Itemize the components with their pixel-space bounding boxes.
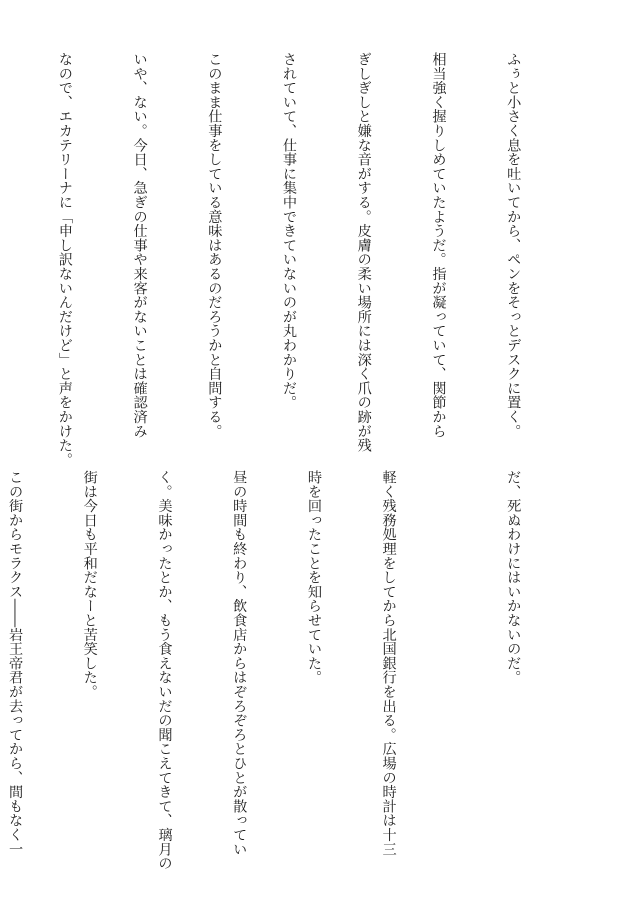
upper-text-block — [55, 52, 575, 467]
text-line: 時を回ったことを知らせていた。 — [305, 470, 322, 685]
text-line: 街は今日も平和だなーと苦笑した。 — [81, 470, 98, 699]
text-line: されていて、仕事に集中できていないのが丸わかりだ。 — [281, 52, 298, 410]
text-line: く。美味かったとか、もう食えないだの聞こえてきて、璃月の — [156, 470, 173, 871]
text-line: なので、エカテリーナに「申し訳ないんだけど」と声をかけた。 — [56, 52, 73, 467]
text-line: この街からモラクス――岩王帝君が去ってから、間もなく一 — [7, 470, 24, 857]
text-line: 軽く残務処理をしてから北国銀行を出る。広場の時計は十三 — [380, 470, 397, 857]
text-line — [0, 52, 2, 444]
text-line: このまま仕事をしている意味はあるのだろうかと自問する。 — [206, 52, 223, 439]
text-line: いや、ない。今日、急ぎの仕事や来客がないことは確認済み — [131, 52, 148, 439]
text-line: 昼の時間も終わり、飲食店からはぞろぞろとひとが散ってい — [231, 470, 248, 857]
text-line: ふぅと小さく息を吐いてから、ペンをそっとデスクに置く。 — [505, 52, 522, 439]
text-line: 相当強く握りしめていたようだ。指が凝っていて、関節から — [430, 52, 447, 439]
lower-text-block — [7, 470, 575, 871]
text-line: だ、死ぬわけにはいかないのだ。 — [505, 470, 522, 685]
text-line: ぎしぎしと嫌な音がする。皮膚の柔い場所には深く爪の跡が残 — [355, 52, 372, 453]
